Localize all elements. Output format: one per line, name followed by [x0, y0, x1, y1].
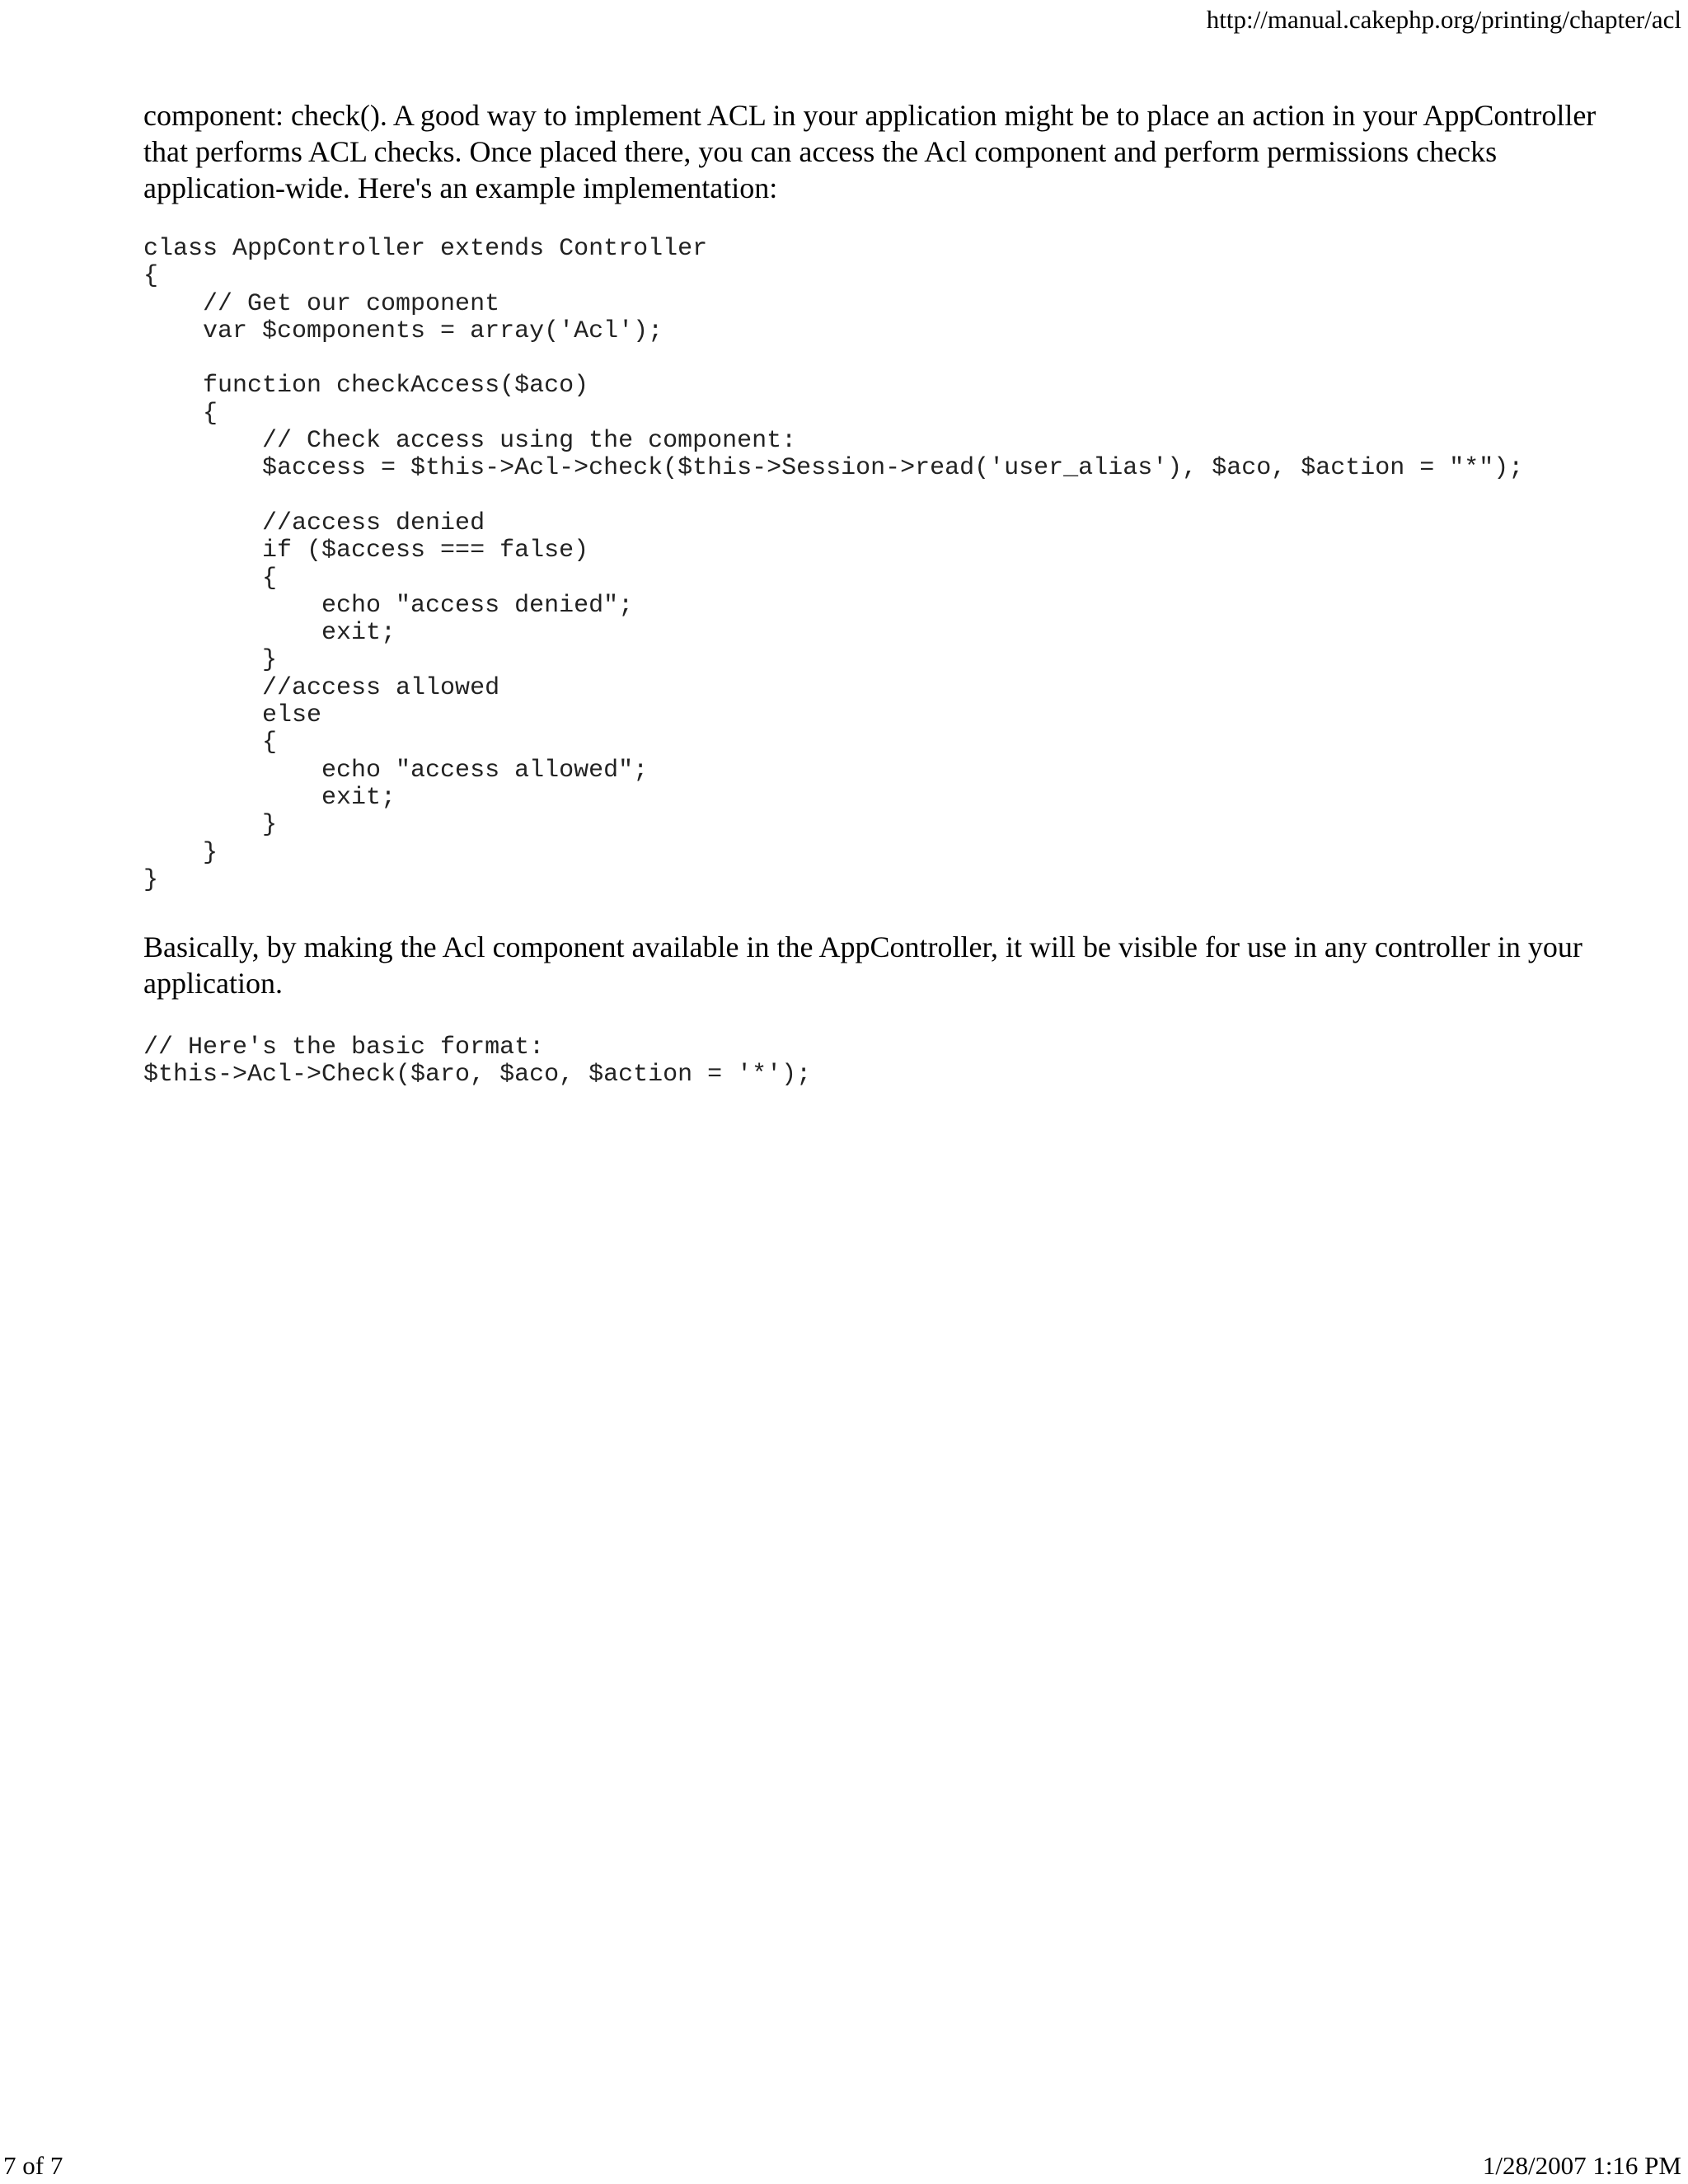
- code-line: }: [143, 811, 278, 840]
- code-line: [143, 483, 1619, 510]
- code-block-basic-format: [143, 1034, 1619, 1090]
- document-content: [143, 97, 1619, 1090]
- code-line: // Check access using the component:: [143, 427, 797, 456]
- code-line: if ($access === false): [143, 537, 589, 565]
- header-url: http://manual.cakephp.org/printing/chapter/acl: [1206, 5, 1681, 34]
- code-block-app-controller: [143, 236, 1619, 894]
- intro-paragraph: component: check(). A good way to implement ACL in your application might be to place an action in your AppController that performs ACL checks. Once placed there, you can access the Acl component and perform permissions checks application-wide. Here's an example implementation:: [143, 99, 1597, 204]
- code-line: $access = $this->Acl->check($this->Session->read('user_alias'), $aco, $action = "*");: [143, 454, 1524, 483]
- print-timestamp: 1/28/2007 1:16 PM: [1482, 2151, 1681, 2180]
- code-line: //access denied: [143, 509, 485, 537]
- code-line: var $components = array('Acl');: [143, 316, 663, 345]
- code-line: {: [143, 564, 278, 593]
- page-indicator: 7 of 7: [3, 2151, 63, 2180]
- code-line: exit;: [143, 619, 396, 648]
- code-line: {: [143, 729, 278, 757]
- code-line: $this->Acl->Check($aro, $aco, $action = '*');: [143, 1061, 812, 1090]
- code-line: echo "access allowed";: [143, 756, 649, 785]
- code-line: echo "access denied";: [143, 591, 634, 620]
- code-line: //access allowed: [143, 673, 500, 702]
- code-line: }: [143, 838, 218, 867]
- middle-paragraph: Basically, by making the Acl component available in the AppController, it will be visible for use in any controller in your application.: [143, 930, 1582, 1001]
- code-line: }: [143, 865, 159, 894]
- code-line: }: [143, 646, 278, 675]
- code-line: exit;: [143, 783, 396, 812]
- code-line: else: [143, 701, 322, 730]
- code-line: {: [143, 262, 159, 291]
- code-line: // Here's the basic format:: [143, 1033, 545, 1062]
- code-line: // Get our component: [143, 289, 500, 318]
- code-line: {: [143, 399, 218, 428]
- code-line: function checkAccess($aco): [143, 372, 589, 401]
- code-line: [143, 345, 1619, 373]
- code-line: class AppController extends Controller: [143, 235, 708, 263]
